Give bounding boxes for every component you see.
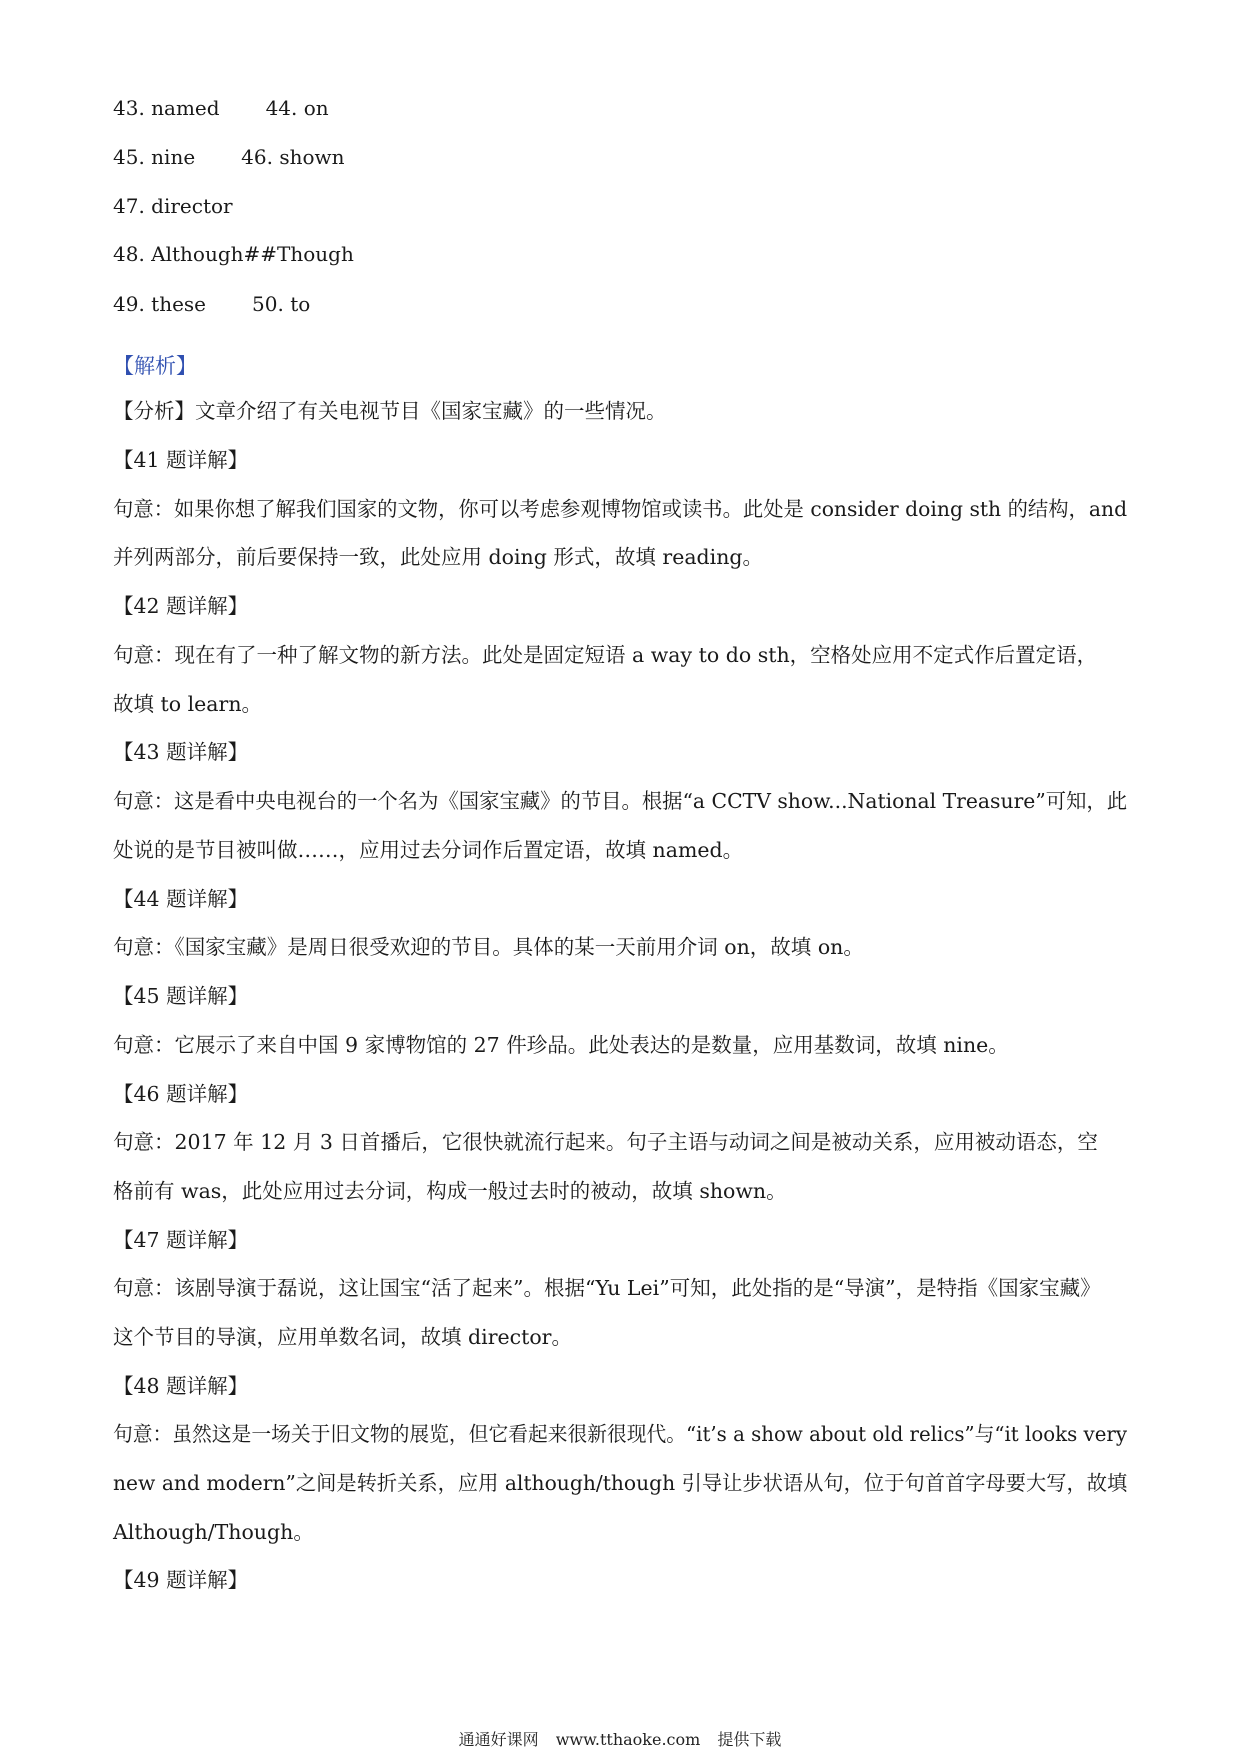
footer-url[interactable]: www.tthaoke.com bbox=[555, 1730, 701, 1749]
analysis-heading: 【解析】 bbox=[113, 354, 197, 378]
question-heading: 【42 题详解】 bbox=[113, 594, 249, 618]
explanation-line: 句意：这是看中央电视台的一个名为《国家宝藏》的节目。根据“a CCTV show...National Treasure”可知，此 bbox=[113, 789, 1128, 813]
explanation-line: new and modern”之间是转折关系，应用 although/though 引导让步状语从句，位于句首首字母要大写，故填 bbox=[113, 1471, 1128, 1495]
explanation-line: 句意：它展示了来自中国 9 家博物馆的 27 件珍品。此处表达的是数量，应用基数词，故填 nine。 bbox=[113, 1033, 1009, 1057]
answer-item: 47. director bbox=[113, 194, 233, 218]
question-heading: 【46 题详解】 bbox=[113, 1082, 249, 1106]
explanation-line: 处说的是节目被叫做……，应用过去分词作后置定语，故填 named。 bbox=[113, 838, 744, 862]
question-heading: 【44 题详解】 bbox=[113, 887, 249, 911]
answer-item: 46. shown bbox=[241, 145, 345, 169]
explanation-line: 格前有 was，此处应用过去分词，构成一般过去时的被动，故填 shown。 bbox=[113, 1179, 787, 1203]
question-heading: 【43 题详解】 bbox=[113, 740, 249, 764]
explanation-line: 句意：虽然这是一场关于旧文物的展览，但它看起来很新很现代。“it’s a show about old relics”与“it looks very bbox=[113, 1422, 1128, 1446]
answer-item: 49. these bbox=[113, 292, 207, 316]
footer-tagline: 提供下载 bbox=[717, 1730, 782, 1749]
question-heading: 【48 题详解】 bbox=[113, 1374, 249, 1398]
explanation-line: 这个节目的导演，应用单数名词，故填 director。 bbox=[113, 1325, 572, 1349]
answer-item: 44. on bbox=[265, 96, 329, 120]
question-heading: 【45 题详解】 bbox=[113, 984, 249, 1008]
answer-item: 45. nine bbox=[113, 145, 196, 169]
explanation-line: Although/Though。 bbox=[113, 1520, 314, 1544]
explanation-line: 句意：现在有了一种了解文物的新方法。此处是固定短语 a way to do sth，空格处应用不定式作后置定语， bbox=[113, 643, 1098, 667]
explanation-line: 句意：2017 年 12 月 3 日首播后，它很快就流行起来。句子主语与动词之间是被动关系，应用被动语态，空 bbox=[113, 1130, 1098, 1154]
question-heading: 【49 题详解】 bbox=[113, 1568, 249, 1592]
analysis-summary: 【分析】文章介绍了有关电视节目《国家宝藏》的一些情况。 bbox=[113, 399, 667, 423]
explanation-line: 句意：《国家宝藏》是周日很受欢迎的节目。具体的某一天前用介词 on，故填 on。 bbox=[113, 935, 864, 959]
answer-row bbox=[113, 96, 329, 120]
question-heading: 【47 题详解】 bbox=[113, 1228, 249, 1252]
explanation-line: 句意：如果你想了解我们国家的文物，你可以考虑参观博物馆或读书。此处是 consider doing sth 的结构，and bbox=[113, 497, 1128, 521]
explanation-line: 并列两部分，前后要保持一致，此处应用 doing 形式，故填 reading。 bbox=[113, 545, 764, 569]
answer-item: 50. to bbox=[252, 292, 311, 316]
answer-item: 43. named bbox=[113, 96, 220, 120]
question-heading: 【41 题详解】 bbox=[113, 448, 249, 472]
explanation-line: 句意：该剧导演于磊说，这让国宝“活了起来”。根据“Yu Lei”可知，此处指的是“导演”，是特指《国家宝藏》 bbox=[113, 1276, 1101, 1300]
page-footer bbox=[0, 1727, 1240, 1750]
answer-item: 48. Although##Though bbox=[113, 242, 354, 266]
answer-row bbox=[113, 292, 310, 316]
footer-site-name: 通通好课网 bbox=[458, 1730, 539, 1749]
explanation-line: 故填 to learn。 bbox=[113, 692, 263, 716]
answer-row bbox=[113, 194, 233, 218]
answer-row bbox=[113, 242, 354, 266]
answer-row bbox=[113, 145, 345, 169]
